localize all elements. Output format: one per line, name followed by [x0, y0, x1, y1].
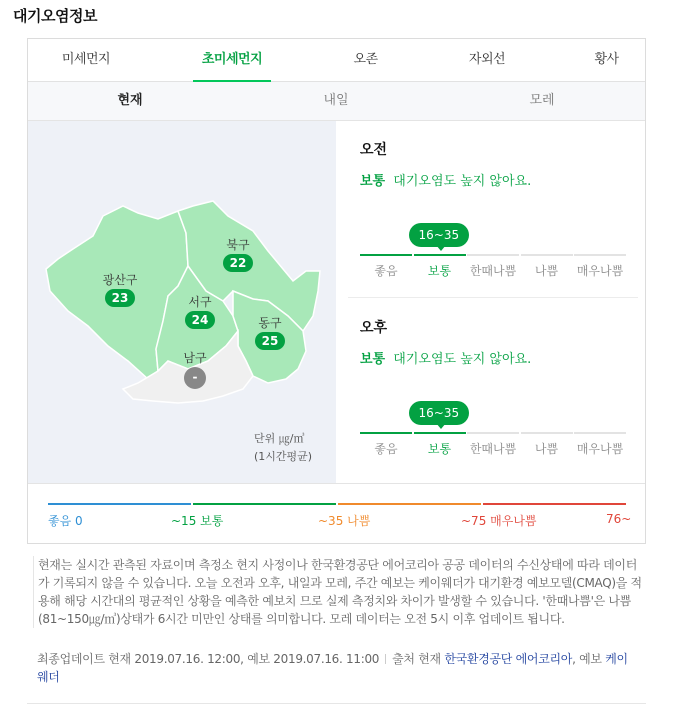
region-label-nam: 남구 [183, 351, 207, 365]
bottom-divider [27, 703, 646, 704]
scale-segment [414, 254, 466, 256]
range-bubble: 16~35 [409, 223, 470, 247]
scale-segment [467, 432, 519, 434]
forecast-pm-desc: 대기오염도 높지 않아요. [393, 352, 532, 367]
scale-level-label: 매우나쁨 [576, 442, 624, 456]
forecast-pm [360, 317, 630, 477]
legend-bar-very-bad [483, 503, 626, 505]
day-tabs [28, 82, 645, 121]
legend-bar-bad [338, 503, 481, 505]
scale-segment [521, 254, 573, 256]
pollutant-tabs [28, 39, 645, 82]
region-value-buk[interactable]: 22 [223, 254, 253, 272]
map-unit [254, 430, 312, 466]
scale-segment [414, 432, 466, 434]
region-label-buk: 북구 [226, 238, 250, 252]
source-kweather-link[interactable]: 케이웨더 [37, 652, 628, 684]
region-value-seo[interactable]: 24 [185, 311, 215, 329]
scale-level-label: 나쁨 [534, 264, 559, 278]
scale-segment [360, 432, 412, 434]
tab-yellow-dust[interactable]: 황사 [594, 52, 619, 67]
forecast-divider [348, 297, 638, 298]
region-label-gwangsan: 광산구 [102, 273, 138, 287]
tab-uv[interactable]: 자외선 [468, 52, 506, 67]
region-value-nam[interactable]: - [184, 367, 206, 389]
scale-level-label: 한때나쁨 [469, 442, 517, 456]
subtab-tomorrow[interactable]: 내일 [323, 93, 349, 108]
region-label-seo: 서구 [188, 295, 212, 309]
tab-ultrafine-dust[interactable]: 초미세먼지 [193, 39, 271, 82]
region-label-dong: 동구 [258, 316, 282, 330]
scale-level-label: 나쁨 [534, 442, 559, 456]
forecast-pm-grade: 보통 [360, 352, 386, 367]
update-info [37, 650, 637, 686]
region-value-gwangsan[interactable]: 23 [105, 289, 135, 307]
scale-level-label: 매우나쁨 [576, 264, 624, 278]
legend-label-max: 76~ [606, 512, 632, 526]
legend-bar-normal [193, 503, 336, 505]
forecast-am-grade: 보통 [360, 174, 386, 189]
source-airkorea-link[interactable]: 한국환경공단 에어코리아 [444, 652, 573, 666]
forecast-am-desc: 대기오염도 높지 않아요. [393, 174, 532, 189]
source-mid: , 예보 [572, 652, 602, 666]
subtab-now[interactable]: 현재 [117, 93, 143, 108]
legend-label-good: 좋음 0 [48, 514, 83, 528]
tab-fine-dust[interactable]: 미세먼지 [61, 52, 111, 67]
source-prefix: 출처 현재 [392, 652, 441, 666]
separator [385, 654, 386, 664]
page-title: 대기오염정보 [13, 7, 97, 25]
scale-segment [574, 254, 626, 256]
legend-label-very-bad: ~75 매우나쁨 [461, 514, 537, 528]
scale-level-label: 보통 [427, 442, 452, 456]
range-bubble-tail [436, 245, 446, 251]
forecast-pm-scale [360, 401, 626, 461]
update-time: 최종업데이트 현재 2019.07.16. 12:00, 예보 2019.07.16. 11:00 [37, 652, 380, 666]
unit-average: (1시간평균) [254, 450, 313, 463]
region-value-dong[interactable]: 25 [255, 332, 285, 350]
forecast-pm-title: 오후 [360, 320, 388, 336]
scale-level-label: 한때나쁨 [469, 264, 517, 278]
grade-legend [28, 483, 645, 544]
legend-bar-good [48, 503, 191, 505]
scale-segment [467, 254, 519, 256]
scale-segment [521, 432, 573, 434]
scale-segment [360, 254, 412, 256]
legend-label-bad: ~35 나쁨 [318, 514, 371, 528]
scale-level-label: 좋음 [374, 264, 398, 278]
air-quality-card [27, 38, 646, 544]
scale-segment [574, 432, 626, 434]
region-map [28, 121, 336, 483]
subtab-day-after[interactable]: 모레 [529, 93, 555, 108]
forecast-am-title: 오전 [360, 142, 388, 158]
scale-level-label: 보통 [427, 264, 452, 278]
tab-ozone[interactable]: 오존 [353, 52, 378, 67]
legend-label-normal: ~15 보통 [171, 514, 224, 528]
range-bubble: 16~35 [409, 401, 470, 425]
unit-label: 단위 ㎍/㎥ [254, 432, 305, 445]
range-bubble-tail [436, 423, 446, 429]
scale-level-label: 좋음 [374, 442, 398, 456]
forecast-am-scale [360, 223, 626, 283]
forecast-am [360, 139, 630, 299]
info-notes: 현재는 실시간 관측된 자료이며 측정소 현지 사정이나 한국환경공단 에어코리아 공공 데이터의 수신상태에 따라 데이터가 기록되지 않을 수 있습니다. 오늘 오전과 오후, 내일과 모레, 주간 예보는 케이웨더가 대기환경 예보모델(CMAQ)을 적용해 해당 시간대의 평균적인 상황을 예측한 예보치 므로 실제 측정치와 차이가 발생할 수 있습니다. '한때나쁨'은 나쁨(81~150㎍/㎥)상태가 6시간 미만인 상태를 의미합니다. 모레 데이터는 오전 5시 이후 업데이트 됩니다. [33, 556, 643, 628]
